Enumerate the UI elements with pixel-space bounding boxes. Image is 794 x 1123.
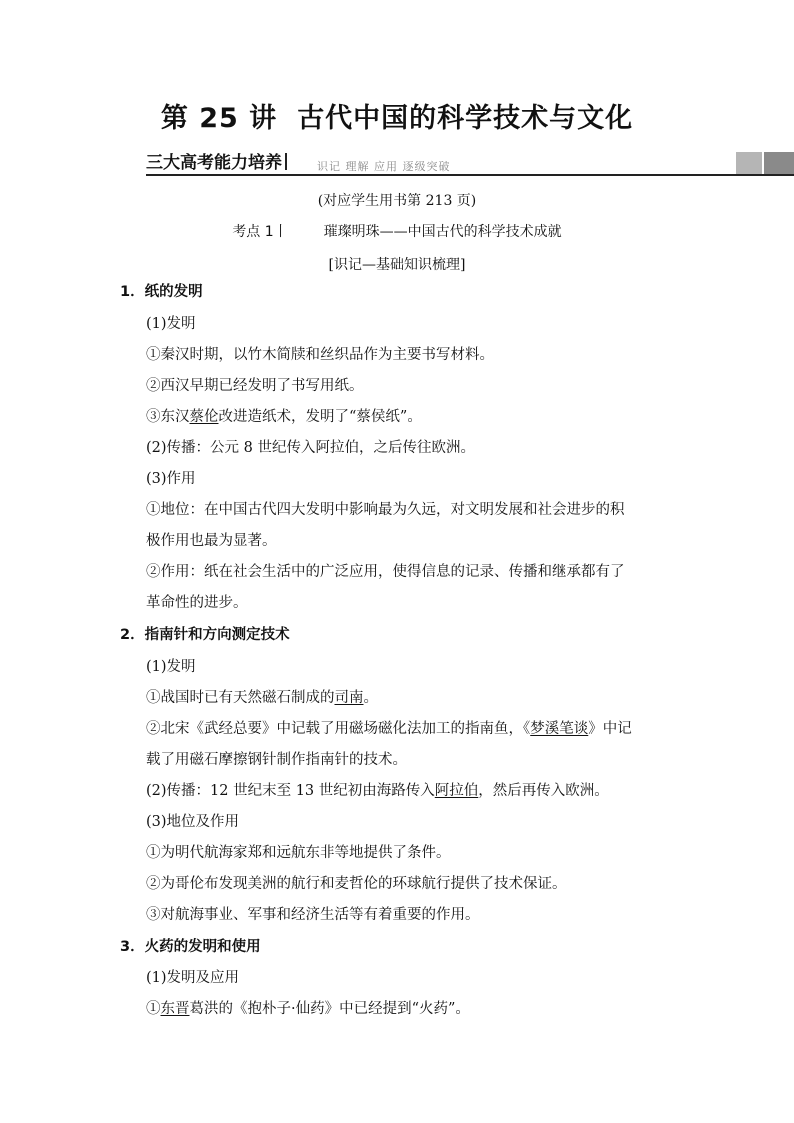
paragraph-line: 极作用也最为显著。 bbox=[146, 533, 277, 549]
book-reference: (对应学生用书第 213 页) bbox=[317, 193, 477, 209]
paragraph-line: (2)传播：12 世纪末至 13 世纪初由海路传入阿拉伯，然后再传入欧洲。 bbox=[146, 783, 609, 799]
banner-rule bbox=[146, 174, 794, 176]
paragraph-line: (1)发明 bbox=[146, 316, 196, 332]
paragraph-line: 载了用磁石摩擦钢针制作指南针的技术。 bbox=[146, 752, 407, 768]
knowledge-tag: [识记—基础知识梳理] bbox=[328, 257, 466, 273]
banner-heading: 三大高考能力培养 bbox=[146, 152, 287, 174]
paragraph-line: ③对航海事业、军事和经济生活等有着重要的作用。 bbox=[146, 907, 480, 923]
underlined-term: 梦溪笔谈 bbox=[530, 721, 589, 737]
paragraph-line: ①为明代航海家郑和远航东非等地提供了条件。 bbox=[146, 845, 451, 861]
section-banner bbox=[146, 152, 794, 176]
banner-tab-dark bbox=[764, 152, 794, 174]
paragraph-line: ①秦汉时期，以竹木简牍和丝织品作为主要书写材料。 bbox=[146, 347, 494, 363]
paragraph-line: 革命性的进步。 bbox=[146, 595, 248, 611]
kaodian-separator: 丨 bbox=[273, 224, 288, 240]
underlined-term: 司南 bbox=[334, 690, 364, 706]
underlined-term: 阿拉伯 bbox=[434, 783, 479, 799]
lesson-title bbox=[0, 96, 794, 135]
underlined-term: 蔡伦 bbox=[189, 409, 219, 425]
paragraph-line: ②作用：纸在社会生活中的广泛应用，使得信息的记录、传播和继承都有了 bbox=[146, 564, 625, 580]
paragraph-line: ③东汉蔡伦改进造纸术，发明了“蔡侯纸”。 bbox=[146, 409, 422, 425]
paragraph-line: ①地位：在中国古代四大发明中影响最为久远，对文明发展和社会进步的积 bbox=[146, 502, 625, 518]
banner-subtitle: 识记 理解 应用 逐级突破 bbox=[317, 160, 451, 173]
paragraph-line: ②为哥伦布发现美洲的航行和麦哲伦的环球航行提供了技术保证。 bbox=[146, 876, 567, 892]
paragraph-line: ②北宋《武经总要》中记载了用磁场磁化法加工的指南鱼，《梦溪笔谈》中记 bbox=[146, 721, 632, 737]
paragraph-line: (3)作用 bbox=[146, 471, 196, 487]
paragraph-line: (3)地位及作用 bbox=[146, 814, 240, 830]
section-heading: 1．纸的发明 bbox=[120, 284, 203, 300]
section-heading: 2．指南针和方向测定技术 bbox=[120, 627, 290, 643]
kaodian-heading bbox=[0, 221, 794, 241]
lesson-topic: 古代中国的科学技术与文化 bbox=[297, 103, 634, 134]
paragraph-line: (2)传播：公元 8 世纪传入阿拉伯，之后传往欧洲。 bbox=[146, 440, 475, 456]
banner-tab-light bbox=[736, 152, 762, 174]
lesson-number: 第 25 讲 bbox=[160, 103, 278, 134]
section-heading: 3．火药的发明和使用 bbox=[120, 939, 261, 955]
paragraph-line: (1)发明 bbox=[146, 659, 196, 675]
paragraph-line: ②西汉早期已经发明了书写用纸。 bbox=[146, 378, 364, 394]
paragraph-line: ①战国时已有天然磁石制成的司南。 bbox=[146, 690, 378, 706]
banner-separator bbox=[285, 153, 287, 170]
underlined-term: 东晋 bbox=[160, 1001, 190, 1017]
kaodian-topic: 璀璨明珠——中国古代的科学技术成就 bbox=[323, 224, 562, 240]
paragraph-line: (1)发明及应用 bbox=[146, 970, 240, 986]
paragraph-line: ①东晋葛洪的《抱朴子·仙药》中已经提到“火药”。 bbox=[146, 1001, 470, 1017]
kaodian-label: 考点 1 bbox=[232, 224, 274, 240]
